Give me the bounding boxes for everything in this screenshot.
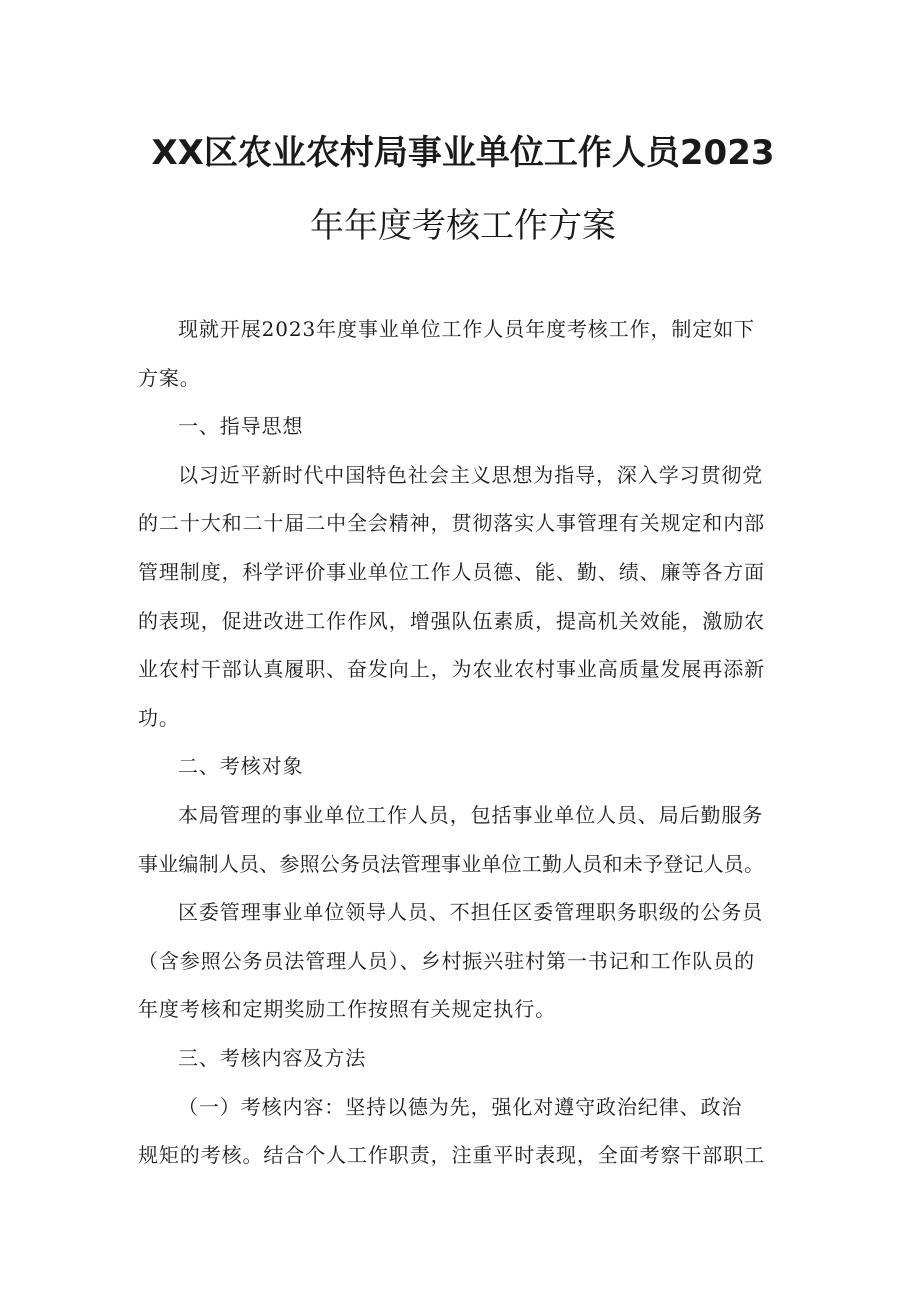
section-heading-assessment-targets: 二、考核对象 [178,754,304,779]
text-line: （含参照公务员法管理人员）、乡村振兴驻村第一书记和工作队员的 [138,948,755,973]
text-line: 规矩的考核。结合个人工作职责，注重平时表现，全面考察干部职工 [138,1143,765,1168]
document-title-line-2: 年年度考核工作方案 [310,206,616,246]
document-body [138,305,793,1180]
text-line: 区委管理事业单位领导人员、不担任区委管理职务职级的公务员 [178,900,764,925]
section-heading-content-and-methods: 三、考核内容及方法 [178,1045,367,1070]
text-line: 的二十大和二十届二中全会精神，贯彻落实人事管理有关规定和内部 [138,511,765,536]
text-line: 本局管理的事业单位工作人员，包括事业单位人员、局后勤服务 [178,802,764,827]
intro-paragraph [138,305,793,402]
section-paragraph [138,451,793,743]
text-line: 的表现，促进改进工作作风，增强队伍素质，提高机关效能，激励农 [138,608,765,633]
section-paragraph [138,1083,793,1180]
document-title-line-1: XX区农业农村局事业单位工作人员2023 [151,133,775,173]
text-line: 事业编制人员、参照公务员法管理事业单位工勤人员和未予登记人员。 [138,851,765,876]
text-line: 业农村干部认真履职、奋发向上，为农业农村事业高质量发展再添新 [138,657,765,682]
section-paragraph [138,888,793,1034]
text-line: （一）考核内容：坚持以德为先，强化对遵守政治纪律、政治 [178,1094,743,1119]
text-line: 管理制度，科学评价事业单位工作人员德、能、勤、绩、廉等各方面 [138,559,765,584]
section-paragraph [138,791,793,888]
text-line: 年度考核和定期奖励工作按照有关规定执行。 [138,997,556,1022]
text-line: 方案。 [138,365,201,390]
text-line: 现就开展2023年度事业单位工作人员年度考核工作，制定如下 [178,317,755,341]
text-line: 以习近平新时代中国特色社会主义思想为指导，深入学习贯彻党 [178,462,764,487]
text-line: 功。 [138,705,180,730]
section-heading-guiding-ideology: 一、指导思想 [178,414,304,439]
